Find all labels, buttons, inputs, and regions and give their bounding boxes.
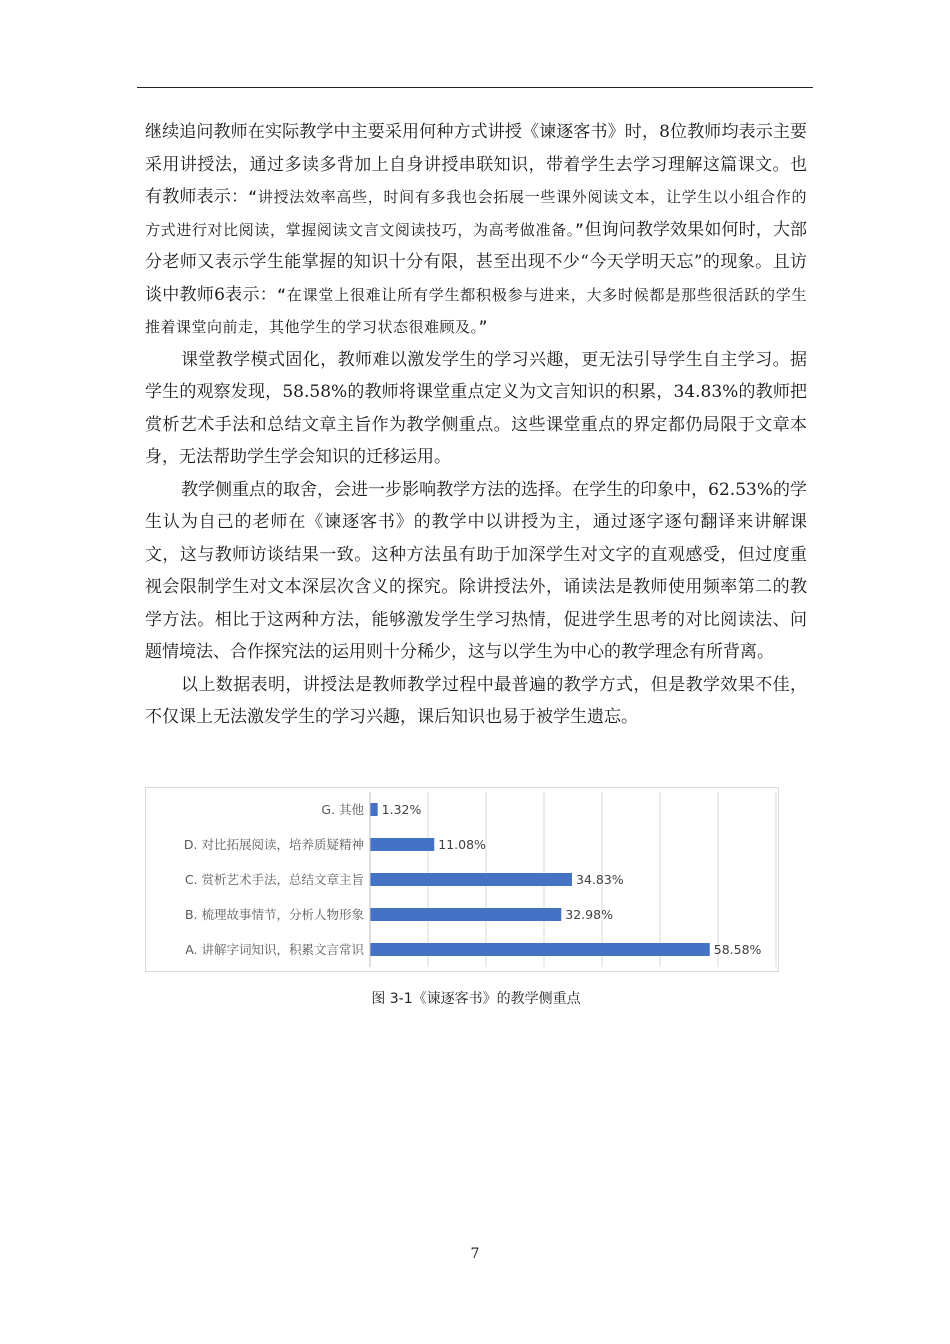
header-rule	[137, 87, 813, 88]
category-label: D. 对比拓展阅读，培养质疑精神	[183, 837, 364, 852]
bar	[370, 803, 378, 816]
chart-svg	[146, 788, 778, 971]
page-number: 7	[470, 1246, 480, 1262]
body-text	[145, 116, 807, 734]
category-label: B. 梳理故事情节，分析人物形象	[184, 907, 364, 922]
category-label: G. 其他	[321, 802, 364, 817]
paragraph	[145, 669, 807, 734]
teaching-focus-chart	[145, 787, 779, 972]
bar	[370, 873, 572, 886]
paragraph-text: 但询问教学效果如何时，大部分老师又表示学生能掌握的知识十分有限，甚至出现不少“今天学明天忘”的现象。且访谈中教师6表示：	[145, 219, 807, 305]
paragraph-text: 课堂教学模式固化，教师难以激发学生的学习兴趣，更无法引导学生自主学习。据学生的观察发现，58.58%的教师将课堂重点定义为文言知识的积累，34.83%的教师把赏析艺术手法和总结文章主旨作为教学侧重点。这些课堂重点的界定都仍局限于文章本身，无法帮助学生学会知识的迁移运用。	[145, 349, 807, 467]
value-label: 58.58%	[713, 942, 762, 957]
paragraph	[145, 116, 807, 344]
value-label: 34.83%	[576, 872, 624, 887]
paragraph	[145, 344, 807, 474]
value-label: 11.08%	[438, 837, 486, 852]
category-label: C. 赏析艺术手法，总结文章主旨	[184, 872, 364, 887]
category-label: A. 讲解字词知识，积累文言常识	[185, 942, 364, 957]
quote-text: “在课堂上很难让所有学生都积极参与进来，大多时候都是那些很活跃的学生推着课堂向前走，其他学生的学习状态很难顾及。”	[145, 285, 807, 336]
paragraph-text: 教学侧重点的取舍，会进一步影响教学方法的选择。在学生的印象中，62.53%的学生认为自己的老师在《谏逐客书》的教学中以讲授为主，通过逐字逐句翻译来讲解课文，这与教师访谈结果一致。这种方法虽有助于加深学生对文字的直观感受，但过度重视会限制学生对文本深层次含义的探究。除讲授法外，诵读法是教师使用频率第二的教学方法。相比于这两种方法，能够激发学生学习热情，促进学生思考的对比阅读法、问题情境法、合作探究法的运用则十分稀少，这与以学生为中心的教学理念有所背离。	[145, 479, 807, 662]
value-label: 32.98%	[565, 907, 613, 922]
bar	[370, 838, 434, 851]
figure-caption: 图 3-1《谏逐客书》的教学侧重点	[371, 991, 581, 1007]
bar	[370, 908, 561, 921]
quote-text: “讲授法效率高些，时间有多我也会拓展一些课外阅读文本，让学生以小组合作的方式进行对比阅读，掌握阅读文言文阅读技巧，为高考做准备。”	[145, 188, 807, 239]
paragraph-text: 继续追问教师在实际教学中主要采用何种方式讲授《谏逐客书》时，8位教师均表示主要采用讲授法，通过多读多背加上自身讲授串联知识，带着学生去学习理解这篇课文。也有教师表示：	[145, 122, 807, 207]
paragraph-text: 以上数据表明，讲授法是教师教学过程中最普遍的教学方式，但是教学效果不佳，不仅课上无法激发学生的学习兴趣，课后知识也易于被学生遗忘。	[145, 674, 807, 727]
paragraph	[145, 474, 807, 669]
bar	[370, 943, 710, 956]
value-label: 1.32%	[381, 802, 422, 817]
